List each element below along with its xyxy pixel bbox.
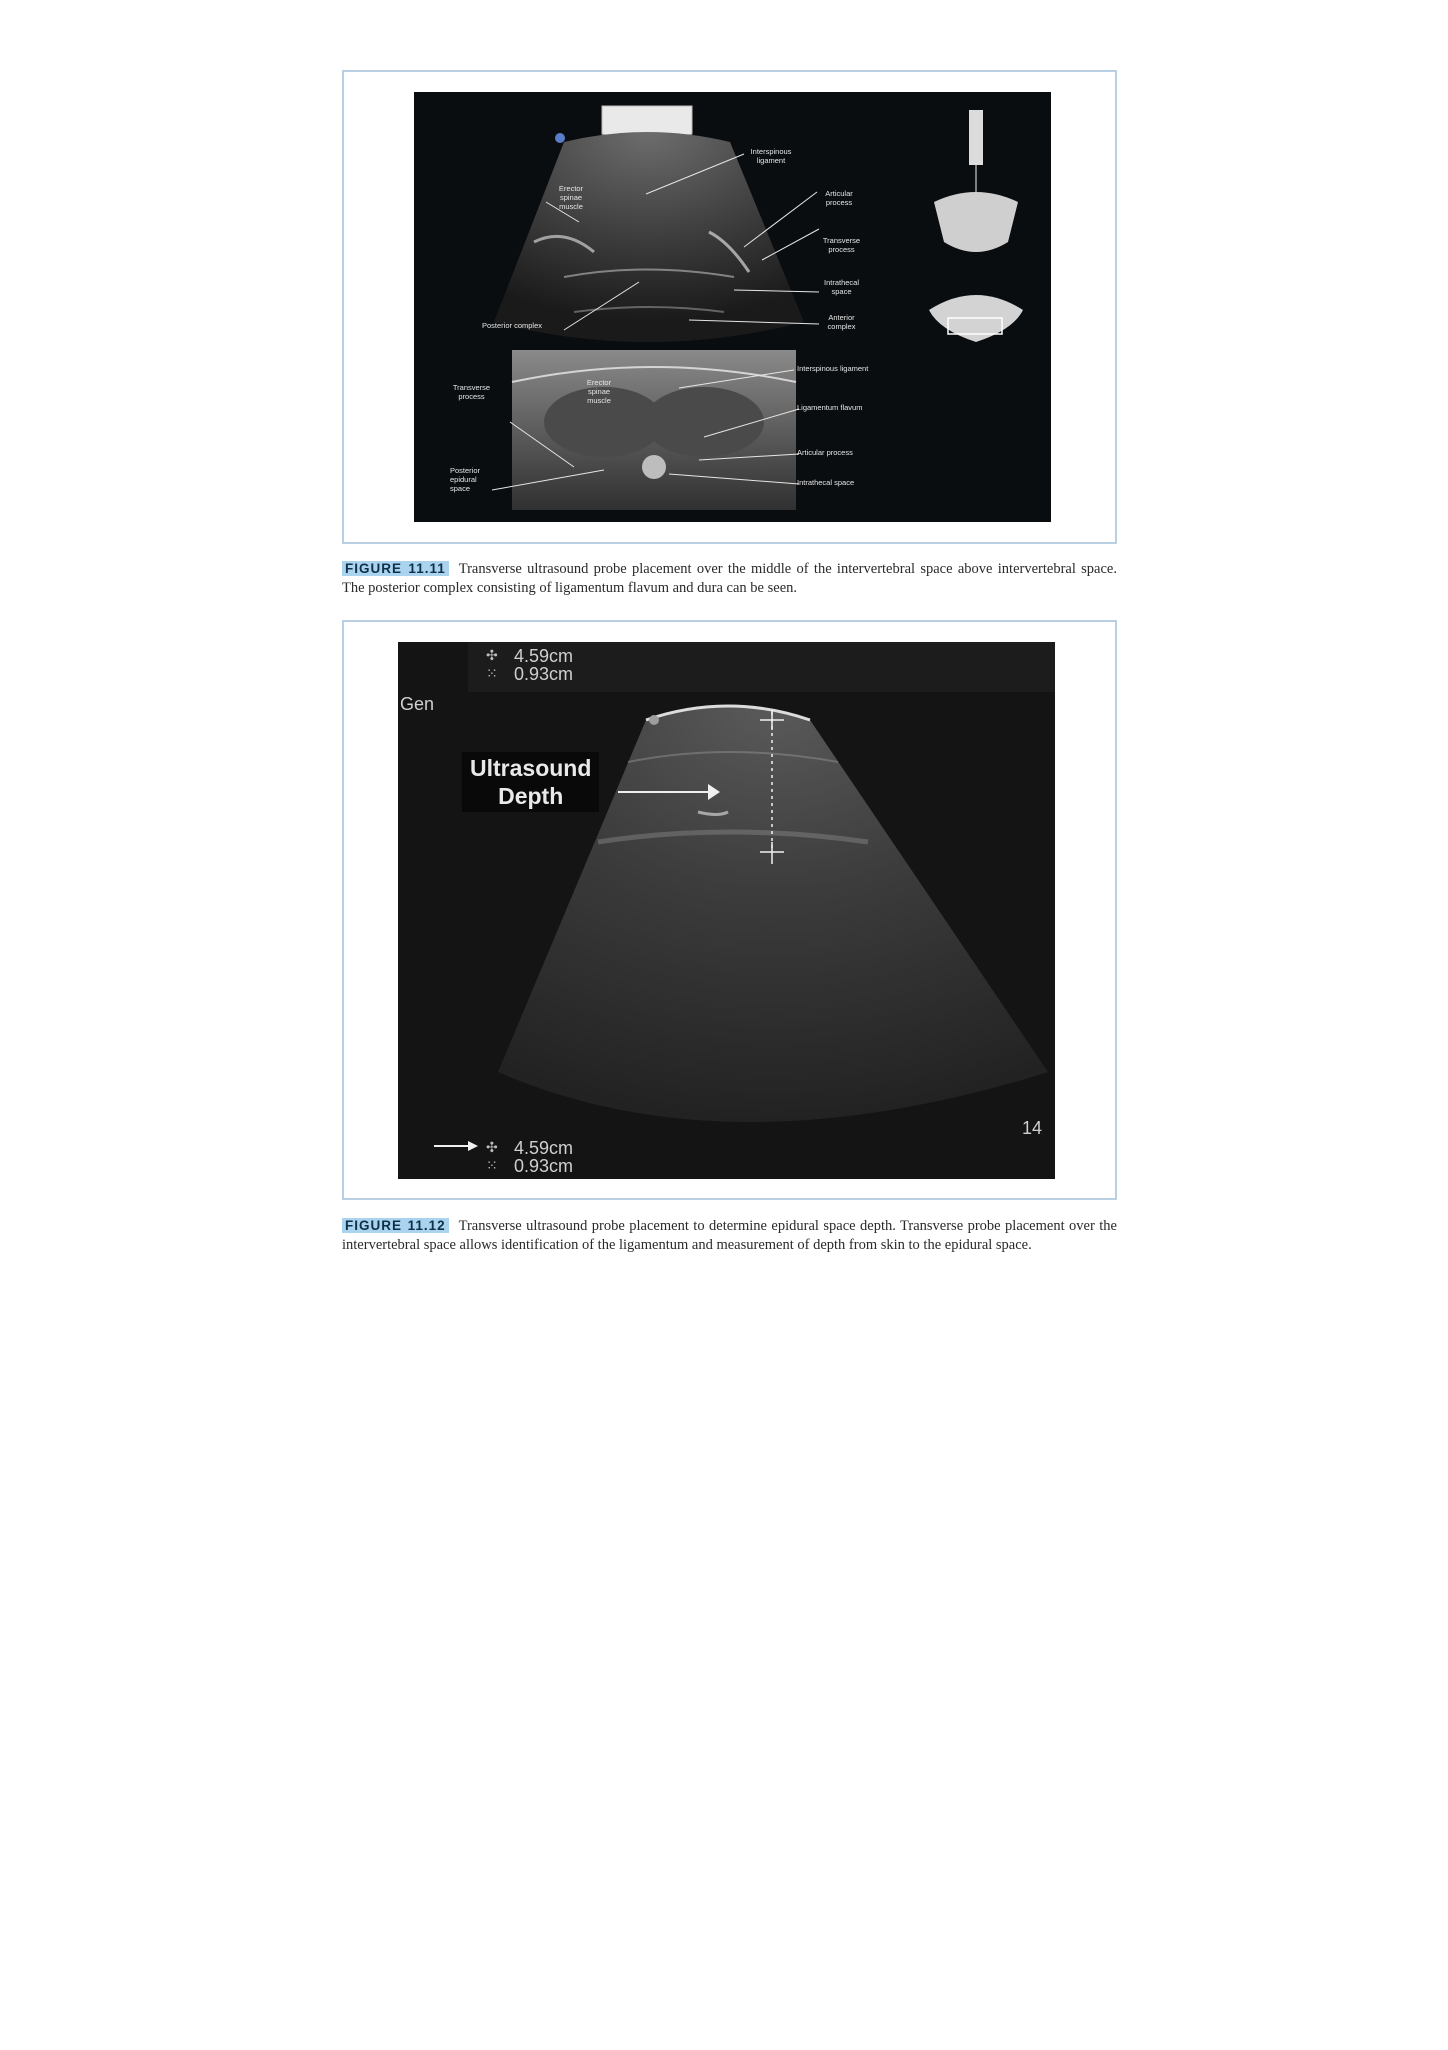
figure-11-12-id: FIGURE 11.12	[342, 1218, 449, 1233]
label-articular-process: Articular process	[825, 189, 853, 207]
figure-11-11-frame	[342, 70, 1117, 544]
mode-label: Gen	[400, 694, 435, 714]
measurement-bottom-1: 4.59cm	[514, 1138, 574, 1158]
svg-text:⁙: ⁙	[486, 666, 498, 682]
label-ligamentum-flavum: Ligamentum flavum	[797, 403, 863, 412]
label-transverse-process-mri: Transverse process	[452, 383, 491, 401]
figure-11-12-caption-text: Transverse ultrasound probe placement to determine epidural space depth. Transverse probe placement over the intervertebral space allows identification of the ligamentum and measurement of depth from skin to the epidural space.	[342, 1218, 1117, 1253]
measurement-bottom-2: 0.93cm	[514, 1156, 574, 1176]
label-interspinous-ligament: Interspinous ligament	[750, 147, 792, 165]
svg-text:✣: ✣	[486, 648, 498, 664]
svg-text:✣: ✣	[486, 1140, 498, 1156]
label-anterior-complex: Anterior complex	[827, 313, 856, 331]
figure-11-11-image	[414, 92, 1051, 522]
figure-11-12-graphic	[398, 642, 1055, 1179]
figure-11-11-caption-text: Transverse ultrasound probe placement over the middle of the intervertebral space above intervertebral space. The posterior complex consisting of ligamentum flavum and dura can be seen.	[342, 561, 1117, 596]
label-articular-process-mri: Articular process	[797, 448, 853, 457]
label-posterior-complex: Posterior complex	[482, 321, 543, 330]
figure-11-11-id: FIGURE 11.11	[342, 561, 449, 576]
figure-11-12-caption	[342, 1216, 1117, 1255]
label-interspinous-ligament-mri: Interspinous ligament	[797, 364, 869, 373]
label-transverse-process: Transverse process	[822, 236, 861, 254]
figure-11-11-caption	[342, 559, 1117, 598]
measurement-top-2: 0.93cm	[514, 664, 574, 684]
label-posterior-epidural-space: Posterior epidural space	[450, 466, 481, 493]
figure-11-12-image	[398, 642, 1055, 1179]
label-erector-spinae-muscle: Erector spinae muscle	[558, 184, 584, 211]
svg-text:⁙: ⁙	[486, 1158, 498, 1174]
ultrasound-depth-label: Ultrasound Depth	[462, 752, 599, 812]
figure-11-11-graphic	[414, 92, 1051, 522]
measurement-top-1: 4.59cm	[514, 646, 574, 666]
label-intrathecal-space: Intrathecal space	[823, 278, 860, 296]
figure-11-12-frame	[342, 620, 1117, 1200]
label-intrathecal-space-mri: Intrathecal space	[797, 478, 855, 487]
label-erector-spinae-mri: Erector spinae muscle	[586, 378, 612, 405]
depth-scale: 14	[1022, 1118, 1043, 1138]
